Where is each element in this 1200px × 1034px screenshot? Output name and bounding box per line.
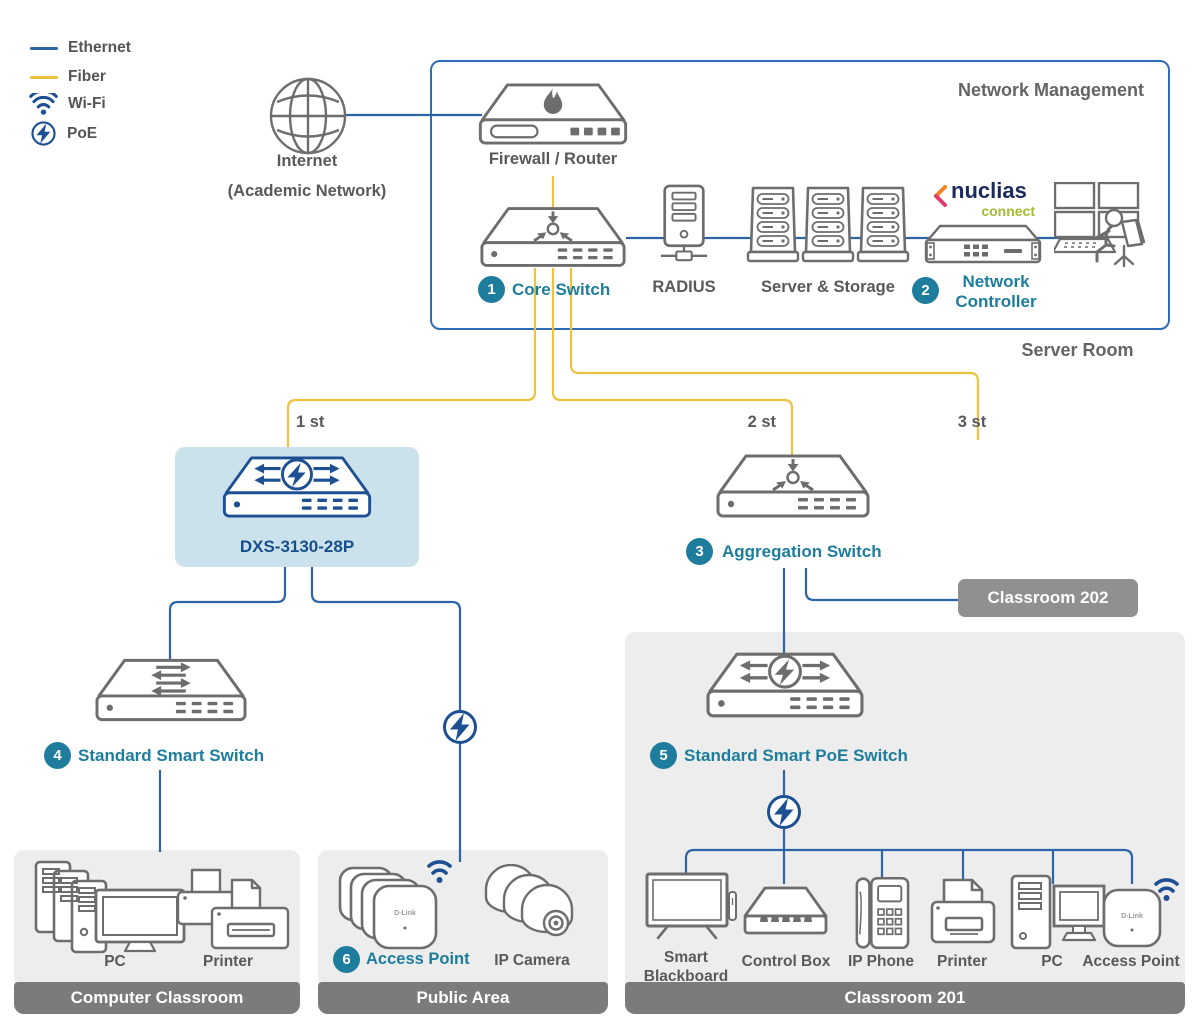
server-rack-icon [746,186,800,264]
access-point-cluster-icon [338,858,458,950]
legend-poe [30,120,97,147]
nuclias-brand-text: nuclias [951,178,1027,203]
nuclias-chevron-icon [932,184,947,208]
core-switch-label: Core Switch [512,280,611,299]
legend-ethernet-label: Ethernet [68,39,131,56]
radius-server-icon [655,184,713,265]
printer-label: Printer [203,953,253,970]
standard-smart-poe-switch-icon [706,652,864,718]
server-rack-icon [856,186,910,264]
standard-smart-switch-icon [95,658,247,722]
core-switch-icon [480,206,626,268]
dxs-3130-label: DXS-3130-28P [239,537,355,556]
wifi-icon [29,93,58,115]
aggregation-switch-number-badge: 3 [686,538,713,565]
legend-poe-label: PoE [67,124,98,142]
ip-camera-label: IP Camera [494,952,570,969]
nuclias-logo [930,178,1040,222]
internet-label: Internet (Academic Network) [227,152,387,200]
aggregation-switch-label: Aggregation Switch [722,542,882,561]
standard-smart-poe-switch-label: Standard Smart PoE Switch [684,746,908,765]
legend-wifi-label: Wi-Fi [68,95,106,112]
printer-icon [928,876,998,950]
internet-globe-icon [268,76,348,156]
public-area-footer: Public Area [318,982,608,1014]
control-box-label: Control Box [741,953,831,970]
server-storage-label: Server & Storage [761,278,895,296]
floor-2-label: 2 st [747,413,776,431]
pc-201-label: PC [1041,953,1063,970]
classroom-201-footer: Classroom 201 [625,982,1185,1014]
printer-201-label: Printer [937,953,987,970]
ethernet-line-swatch [30,47,58,50]
nuclias-connect-text: connect [981,203,1035,219]
access-point-icon [1102,878,1180,948]
smart-blackboard-label: Smart Blackboard [643,949,729,985]
standard-smart-switch-number-badge: 4 [44,742,71,769]
network-controller-number-badge: 2 [912,277,939,304]
radius-label: RADIUS [652,278,716,296]
ip-phone-label: IP Phone [847,953,915,970]
access-point-201-label: Access Point [1082,953,1180,970]
computer-classroom-footer: Computer Classroom [14,982,300,1014]
poe-icon [765,793,803,831]
smart-blackboard-icon [645,872,737,946]
access-point-public-label: Access Point [366,950,470,968]
aggregation-switch-icon [716,454,870,518]
pc-label: PC [104,953,126,970]
standard-smart-poe-switch-number-badge: 5 [650,742,677,769]
legend-wifi [29,93,106,115]
poe-icon [30,120,57,147]
fiber-line-swatch [30,76,58,79]
floor-1-label: 1 st [296,413,325,431]
standard-smart-switch-label: Standard Smart Switch [78,746,265,765]
ip-camera-cluster-icon [484,864,580,950]
pc-icon [1010,874,1106,952]
firewall-router-label: Firewall / Router [488,150,618,168]
control-box-icon [740,886,832,940]
printer-cluster-icon [172,866,290,952]
admin-operator-icon [1054,182,1146,268]
pc-cluster-icon [34,860,186,954]
legend-ethernet [30,39,131,57]
classroom-202-badge: Classroom 202 [958,579,1138,617]
core-switch-number-badge: 1 [478,276,505,303]
dxs-3130-switch-icon [220,456,374,518]
network-management-title: Network Management [957,80,1144,100]
network-controller-label: Network Controller [955,272,1037,311]
network-controller-icon [924,224,1042,264]
legend-fiber-label: Fiber [68,68,106,85]
poe-icon [441,708,479,746]
firewall-router-icon [478,83,628,145]
access-point-number-badge: 6 [333,946,360,973]
server-room-label: Server Room [1021,340,1134,360]
ip-phone-icon [852,876,910,950]
legend-fiber [30,68,106,86]
floor-3-label: 3 st [957,413,987,431]
server-rack-icon [801,186,855,264]
